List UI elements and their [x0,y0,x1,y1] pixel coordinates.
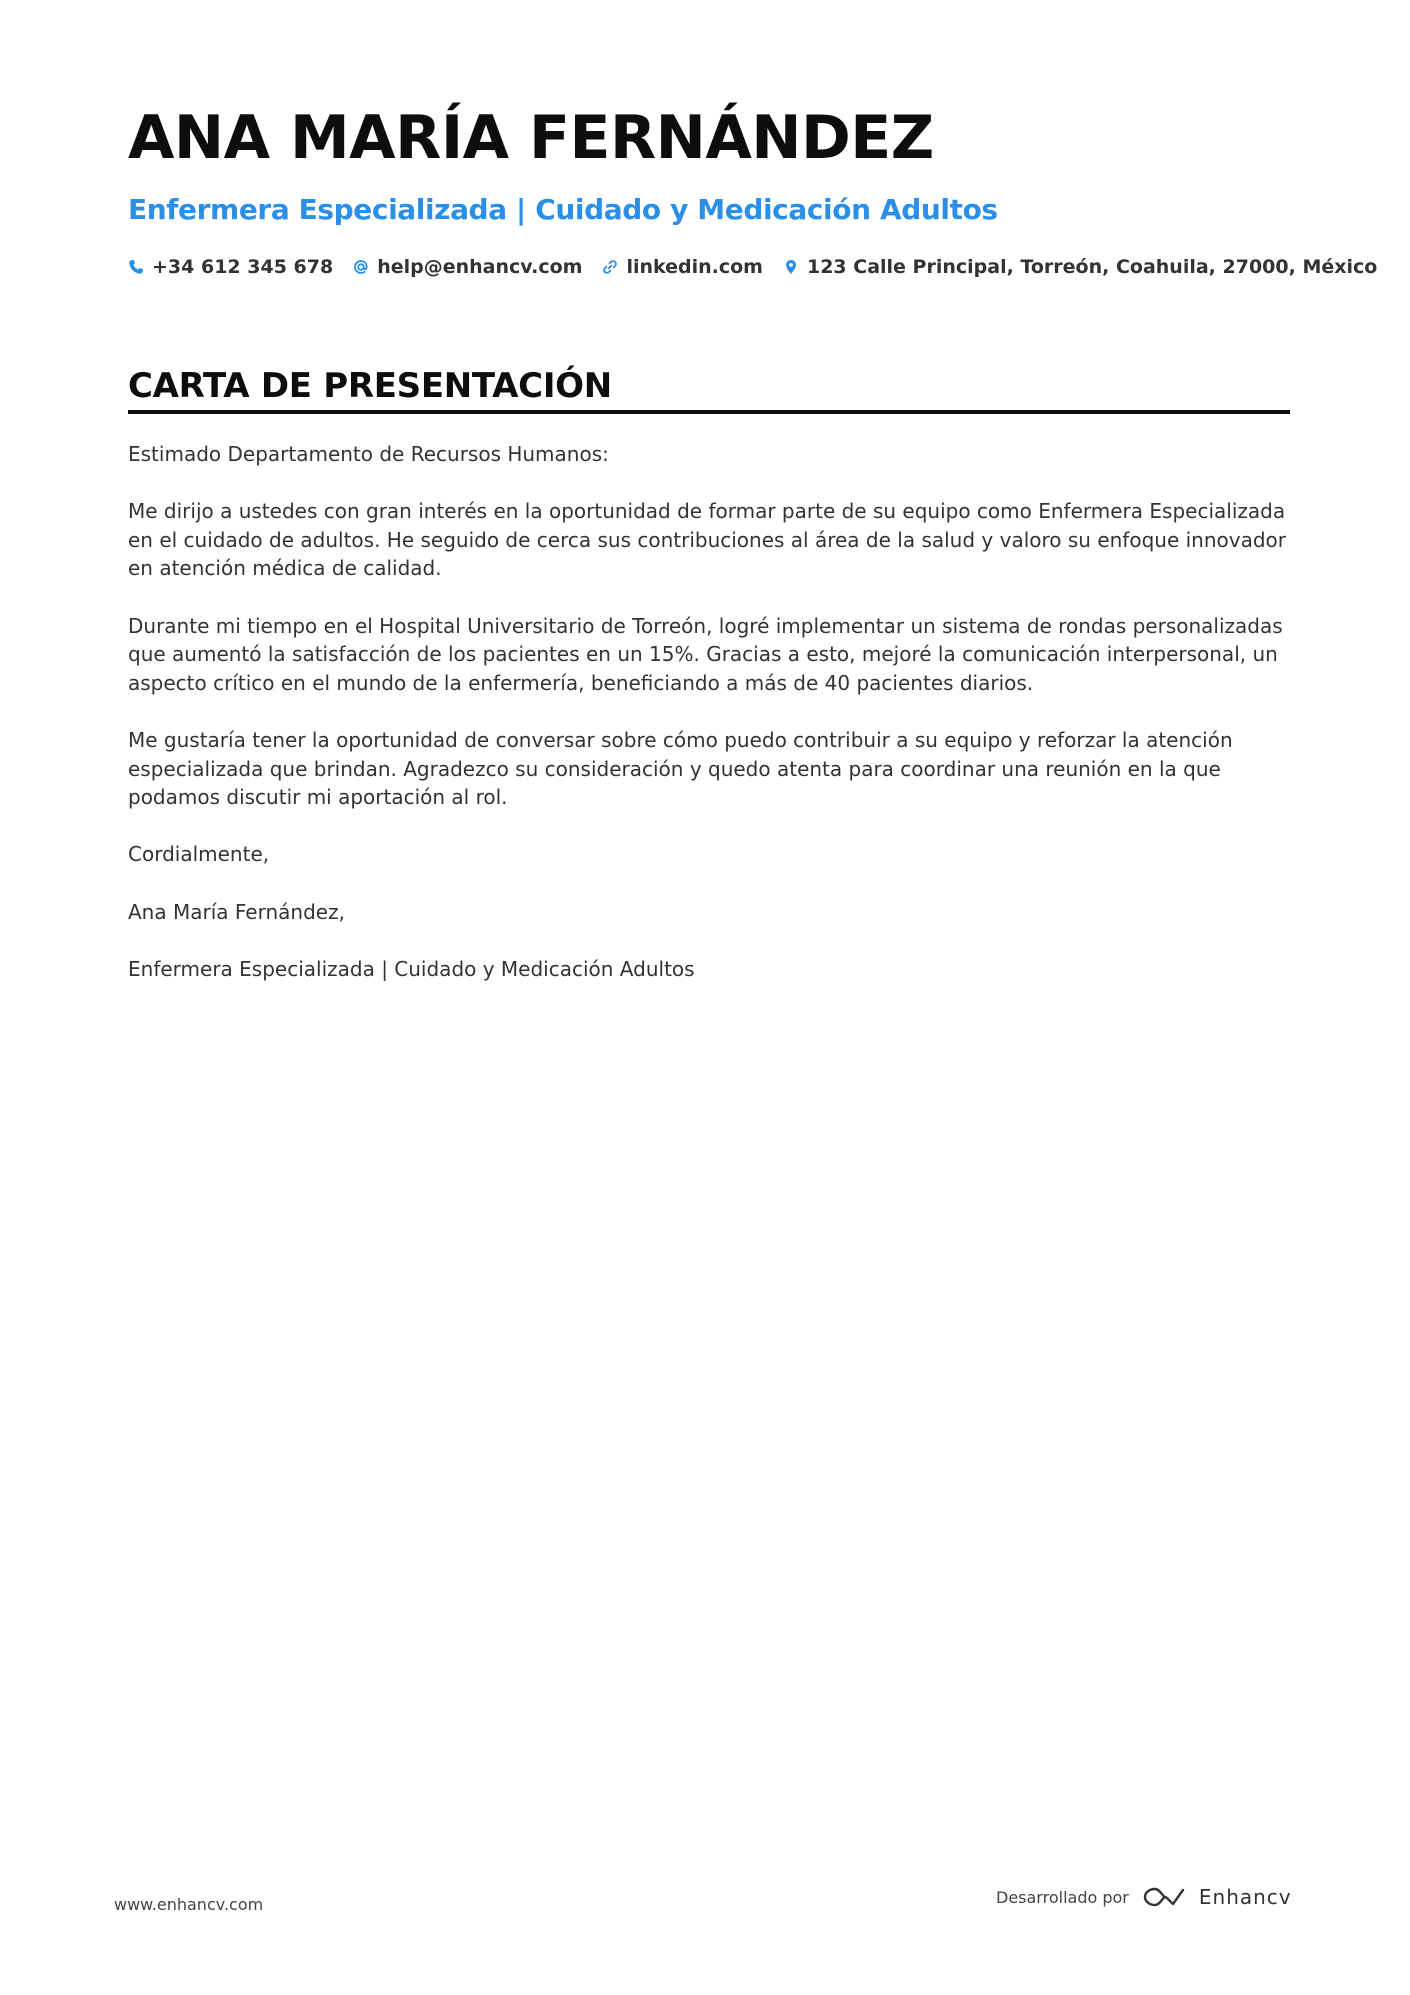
contact-bar [128,256,1397,278]
footer-url[interactable]: www.enhancv.com [114,1895,264,1914]
letter-paragraph: Durante mi tiempo en el Hospital Universitario de Torreón, logré implementar un sistema de rondas personalizadas que aumentó la satisfacción de los pacientes en un 15%. Gracias a esto, mejoré la comunicación interpersonal, un aspecto crítico en el mundo de la enfermería, beneficiando a más de 40 pacientes diarios. [128,613,1283,695]
section-divider [128,410,1290,414]
enhancv-logo-icon [1141,1884,1187,1910]
contact-address-text: 123 Calle Principal, Torreón, Coahuila, 27000, México [806,256,1378,278]
contact-email[interactable] [353,256,582,278]
candidate-headline: Enfermera Especializada | Cuidado y Medicación Adultos [128,193,998,226]
brand-wordmark: Enhancv [1198,1885,1292,1909]
letter-salutation: Estimado Departamento de Recursos Humanos: [128,442,609,466]
signature-name: Ana María Fernández, [128,899,345,924]
contact-address [783,256,1377,278]
powered-by-label: Desarrollado por [996,1887,1129,1907]
signature-title: Enfermera Especializada | Cuidado y Medicación Adultos [128,956,695,981]
location-pin-icon [783,259,799,275]
section-title: CARTA DE PRESENTACIÓN [128,366,612,406]
link-icon [602,259,618,275]
letter-body [128,440,1290,1012]
contact-phone-text: +34 612 345 678 [152,256,334,278]
contact-linkedin[interactable] [602,256,763,278]
letter-closing: Cordialmente, [128,842,270,867]
candidate-name: ANA MARÍA FERNÁNDEZ [128,103,934,173]
contact-phone [128,256,333,278]
at-icon [353,259,369,275]
letter-paragraph: Me gustaría tener la oportunidad de conversar sobre cómo puedo contribuir a su equipo y reforzar la atención especializada que brindan. Agradezco su consideración y quedo atenta para coordinar una reunión en la que podamos discutir mi aportación al rol. [128,727,1233,810]
letter-paragraph: Me dirijo a ustedes con gran interés en la oportunidad de formar parte de su equipo como Enfermera Especializada en el cuidado de adultos. He seguido de cerca sus contribuciones al área de la salud y valoro su enfoque innovador en atención médica de calidad. [128,499,1286,581]
contact-linkedin-text: linkedin.com [626,256,763,278]
contact-email-text: help@enhancv.com [377,256,583,278]
phone-icon [128,259,144,275]
footer-branding [996,1884,1292,1910]
